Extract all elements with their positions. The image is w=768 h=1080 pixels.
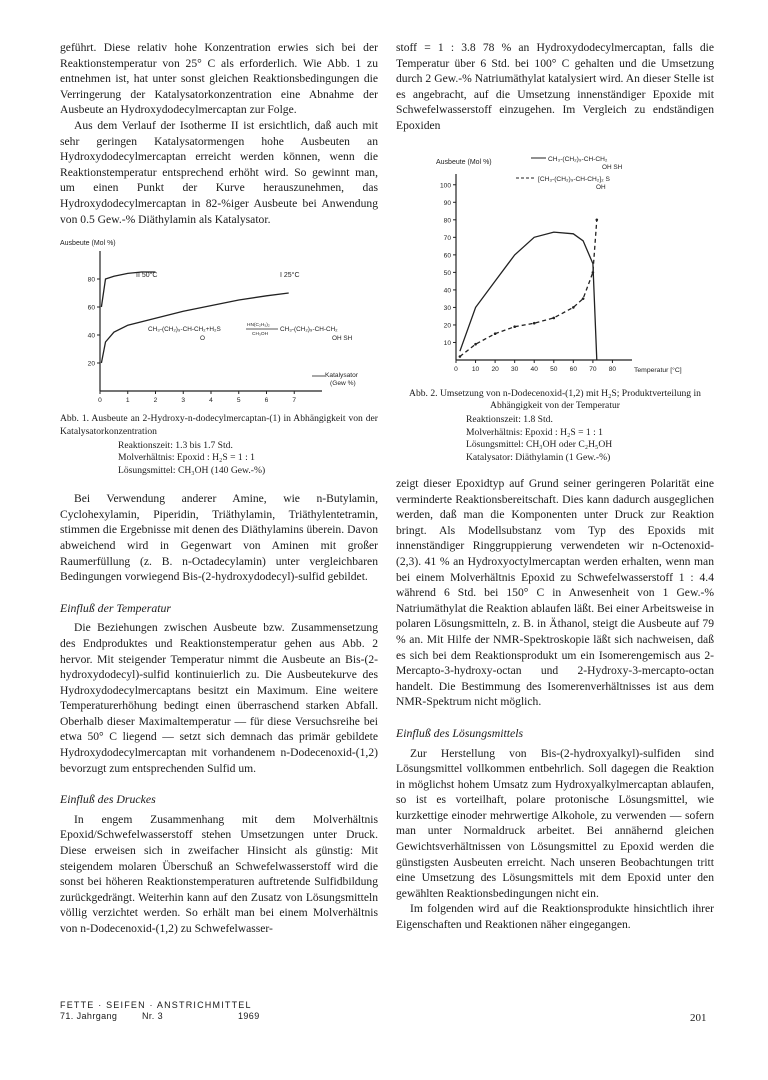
x-tick-label: 50 xyxy=(550,365,558,373)
y-tick-label: 40 xyxy=(443,286,451,294)
legend-mercaptan: CH₃-(CH₂)₉-CH-CH₂ xyxy=(548,155,608,163)
x-ticks xyxy=(98,391,296,404)
journal-year: 1969 xyxy=(238,1011,260,1021)
left-column xyxy=(60,40,378,937)
x-tick-label: 7 xyxy=(292,397,297,405)
x-tick-label: 4 xyxy=(209,397,213,405)
y-ticks xyxy=(88,277,100,368)
y-tick-label: 50 xyxy=(443,269,451,277)
series-line xyxy=(460,232,597,360)
condition-line: Reaktionszeit: 1.8 Std. xyxy=(466,414,553,426)
condition-line: Lösungsmittel: CH₃OH oder C₂H₅OH xyxy=(466,439,613,451)
caption-conditions xyxy=(60,440,378,477)
data-point xyxy=(513,325,516,328)
x-axis-label: Temperatur [°C] xyxy=(634,366,682,374)
y-tick-label: 70 xyxy=(443,234,451,242)
x-tick-label: 0 xyxy=(454,365,458,373)
data-point xyxy=(572,306,575,309)
journal-issue-line xyxy=(60,1011,260,1022)
journal-footer xyxy=(60,1000,260,1022)
x-tick-label: 40 xyxy=(530,365,538,373)
y-tick-label: 20 xyxy=(87,360,95,368)
x-tick-label: 5 xyxy=(236,397,241,405)
curves xyxy=(101,272,288,363)
right-column xyxy=(396,40,714,933)
x-tick-label: 70 xyxy=(589,365,597,373)
data-point xyxy=(582,297,585,300)
caption-title: Abb. 1. Ausbeute an 2-Hydroxy-n-dodecylmercaptan-(1) in Abhängigkeit von der Katalysatorkonzentration xyxy=(60,413,378,437)
section-heading: Einfluß des Lösungsmittels xyxy=(396,725,524,740)
curves xyxy=(459,218,598,359)
paragraph: Im folgenden wird auf die Reaktionsprodukte hinsichtlich ihrer Eigenschaften und Reaktionen näher eingegangen. xyxy=(396,902,714,932)
figure-1 xyxy=(60,237,378,477)
data-point xyxy=(592,271,595,274)
series-line xyxy=(460,219,597,356)
condition-line: Katalysator: Diäthylamin (1 Gew.-%) xyxy=(466,451,611,463)
paragraph: stoff = 1 : 3.8 78 % an Hydroxydodecylmercaptan, falls die Temperatur über 6 Std. bei 100° C gehalten und die Umsetzung durch 2 Gew.-% Natriumäthylat katalysiert wird. An dieser Stelle ist es angebracht, auf die Umsetzung innenständiger Epoxide mit Schwefelwasserstoff einzugehen. Im Vergleich zu endständigen Epoxiden xyxy=(396,41,714,132)
paragraph: Aus dem Verlauf der Isotherme II ist ersichtlich, daß auch mit sehr geringen Katalysatormengen hohe Ausbeuten an Hydroxydodecylmercaptan erreicht werden können, wenn die Reaktionstemperatur entsprechend erhöht wird. So gewinnt man, um einen Punkt der Kurve herauszunehmen, das Hydroxydodecylmercaptan in 82-%iger Ausbeute bei Anwendung von 0.5 Gew.-% Diäthylamin als Katalysator. xyxy=(60,118,378,226)
x-tick-label: 30 xyxy=(510,365,519,373)
condition-line: Molverhältnis: Epoxid : H₂S = 1 : 1 xyxy=(118,452,255,464)
x-tick-label: 20 xyxy=(491,365,499,373)
data-point xyxy=(494,332,497,335)
page-number: 201 xyxy=(690,1012,707,1024)
reaction-equation-right: CH₃-(CH₂)₉-CH-CH₂ xyxy=(280,326,338,334)
figure-1-chart xyxy=(60,237,378,409)
y-tick-label: 30 xyxy=(443,304,451,312)
paragraph: In engem Zusammenhang mit dem Molverhältnis Epoxid/Schwefelwasserstoff stehen Umsetzungen unter Druck. Diese erweisen sich in zweifacher Hinsicht als günstig: Mit steigendem molaren Überschuß an Schwefelwasserstoff wird die sonst bei höheren Reaktionstemperaturen auftretende Sulfidbildung zurückgedrängt. Weiterhin kann auf den Zusatz von Lösungsmitteln völlig verzichtet werden. So erhält man bei einem Molverhältnis von n-Dodecenoxid-(1,2) zu Schwefelwasser- xyxy=(60,812,378,935)
curve-label-II: II 50°C xyxy=(136,272,158,280)
journal-issue: Nr. 3 xyxy=(142,1011,164,1021)
x-tick-label: 80 xyxy=(608,365,617,373)
catalyst-label: HN(C₂H₅)₂ xyxy=(247,323,270,329)
x-tick-label: 6 xyxy=(264,397,269,405)
x-tick-label: 1 xyxy=(125,397,130,405)
paragraph: zeigt dieser Epoxidtyp auf Grund seiner geringeren Polarität eine verminderte Reaktionsbereitschaft. Dies kann dadurch ausgeglichen werden, daß man die Komponenten unter Druck zur Reaktion bringt. Als Modellsubstanz vom Typ des Epoxids mit innenständiger Ringgruppierung verwendeten wir n-Octenoxid-(2,3). 41 % an Hydroxyoctylmercaptan werden erhalten, wenn man bei einem Molverhältnis Epoxid zu Schwefelwasserstoff 1 : 4.4 während 6 Std. bei 150° C in Anwesenheit von 1 Gew.-% Natriumäthylat die Reaktion ablaufen läßt. Bei einer Arbeitsweise in polaren Lösungsmitteln, z. B. in Äthanol, steigt die Ausbeute auf 79 % an. Mit Hilfe der NMR-Spektroskopie läßt sich nachweisen, daß es sich bei dem Reaktionsprodukt um ein Isomerengemisch aus 2-Mercapto-3-hydroxy-octan und 2-Hydroxy-3-mercapto-octan handelt. Die Bestimmung des Isomerenverhältnisses ist aus dem NMR-Spektrum nicht möglich. xyxy=(396,477,714,709)
curve-label-I: I 25°C xyxy=(280,272,300,280)
x-axis-label: Katalysator xyxy=(325,372,358,380)
data-point xyxy=(596,218,599,221)
section-heading: Einfluß der Temperatur xyxy=(60,600,171,615)
journal-name: FETTE · SEIFEN · ANSTRICHMITTEL xyxy=(60,1000,252,1010)
paragraph: Die Beziehungen zwischen Ausbeute bzw. Zusammensetzung des Endproduktes und Reaktionstemperatur gehen aus Abb. 2 hervor. Mit steigender Temperatur nimmt die Ausbeute an Bis-(2-hydroxydodecyl)-sulfid kontinuierlich zu. Die Ausbeutekurve des Hydroxydodecylmercaptans besitzt ein Maximum. Eine weitere Temperaturerhöhung bedingt einen überraschend starken Abfall. Oberhalb dieser Maximaltemperatur — für diese Versuchsreihe bei etwa 50° C liegend — setzt sich demnach das primär gebildete Hydroxydodecylmercaptan mit vorhandenem n-Dodecenoxid-(1,2) bevorzugt zum entsprechenden Sulfid um. xyxy=(60,621,378,775)
y-ticks xyxy=(440,182,456,347)
journal-volume: 71. Jahrgang xyxy=(60,1011,118,1021)
y-tick-label: 40 xyxy=(87,332,95,340)
paragraph: Bei Verwendung anderer Amine, wie n-Butylamin, Cyclohexylamin, Piperidin, Triäthylamin, Triäthylentetramin, stimmen die Ergebnisse mit denen des Diäthylamins überein. Davon abweichend wird in Gegenwart von Aminen mit großer Raumerfüllung (z. B. n-Octadecylamin) unter vergleichbaren Bedingungen vorwiegend Bis-(2-hydroxydodecyl)-sulfid gebildet. xyxy=(60,492,378,584)
y-tick-label: 80 xyxy=(87,276,95,284)
solvent-label: CH₃OH xyxy=(252,332,269,338)
caption-conditions xyxy=(396,414,714,464)
x-tick-label: 60 xyxy=(569,365,578,373)
x-tick-label: 2 xyxy=(153,397,158,405)
legend-sulfide-group: OH xyxy=(596,183,606,191)
legend-sulfide: [CH₃-(CH₂)₉-CH-CH₂]₂ S xyxy=(538,175,610,183)
data-point xyxy=(552,316,555,319)
y-tick-label: 100 xyxy=(439,181,451,189)
y-axis-label: Ausbeute (Mol %) xyxy=(60,240,116,248)
y-tick-label: 20 xyxy=(443,322,451,330)
condition-line: Lösungsmittel: CH₃OH (140 Gew.-%) xyxy=(118,464,266,476)
reaction-equation-left: CH₃-(CH₂)₉-CH-CH₂+H₂S xyxy=(148,326,221,334)
y-tick-label: 60 xyxy=(443,251,451,259)
x-ticks xyxy=(454,360,616,373)
y-tick-label: 10 xyxy=(443,339,451,347)
y-tick-label: 80 xyxy=(443,216,451,224)
legend-mercaptan-groups: OH SH xyxy=(602,163,623,171)
y-tick-label: 60 xyxy=(87,304,95,312)
x-tick-label: 0 xyxy=(98,397,102,405)
data-point xyxy=(474,342,477,345)
section-heading: Einfluß des Druckes xyxy=(60,792,156,807)
y-tick-label: 90 xyxy=(443,199,451,207)
figure-1-caption xyxy=(60,413,378,477)
figure-2-chart xyxy=(396,144,714,384)
y-axis-label: Ausbeute (Mol %) xyxy=(436,158,492,166)
paragraph: geführt. Diese relativ hohe Konzentration erwies sich bei der Reaktionstemperatur von 25° C als erforderlich. Wie Abb. 1 zu entnehmen ist, hat unter sonst gleichen Reaktionsbedingungen die Verringerung der Katalysatorkonzentration eine Abnahme der Ausbeute an Hydroxydodecylmercaptan zur Folge. xyxy=(60,41,378,117)
figure-2 xyxy=(396,144,714,464)
condition-line: Reaktionszeit: 1.3 bis 1.7 Std. xyxy=(118,439,233,451)
x-tick-label: 10 xyxy=(471,365,480,373)
paragraph: Zur Herstellung von Bis-(2-hydroxyalkyl)-sulfiden sind Lösungsmittel vollkommen entbehrlich. Soll dagegen die Reaktion in möglichst hohem Umsatz zum Hydroxyalkylmercaptan ablaufen, so ist es vorteilhaft, polare protonische Lösungsmittel, wie kurzkettige einoder mehrwertige Alkohole, zu verwenden — sofern man unter Normaldruck arbeitet. Bei annähernd gleichen Gewichtsverhältnissen von Lösungsmittel zu Epoxid werden die günstigsten Ausbeuten erreicht. Nach unseren Beobachtungen tritt eine Umsetzung des Lösungsmittels mit dem Epoxid unter den gewählten Reaktionsbedingungen nicht ein. xyxy=(396,746,714,900)
x-tick-label: 3 xyxy=(181,397,186,405)
data-point xyxy=(533,321,536,324)
figure-2-caption xyxy=(396,388,714,464)
condition-line: Molverhältnis: Epoxid : H₂S = 1 : 1 xyxy=(466,426,603,438)
x-axis-unit: (Gew %) xyxy=(330,380,356,388)
reaction-oxygen: O xyxy=(200,335,205,343)
reaction-product-groups: OH SH xyxy=(332,335,353,343)
data-point xyxy=(459,355,462,358)
caption-title: Abb. 2. Umsetzung von n-Dodecenoxid-(1,2) mit H₂S; Produktverteilung in Abhängigkeit von der Temperatur xyxy=(409,387,701,411)
